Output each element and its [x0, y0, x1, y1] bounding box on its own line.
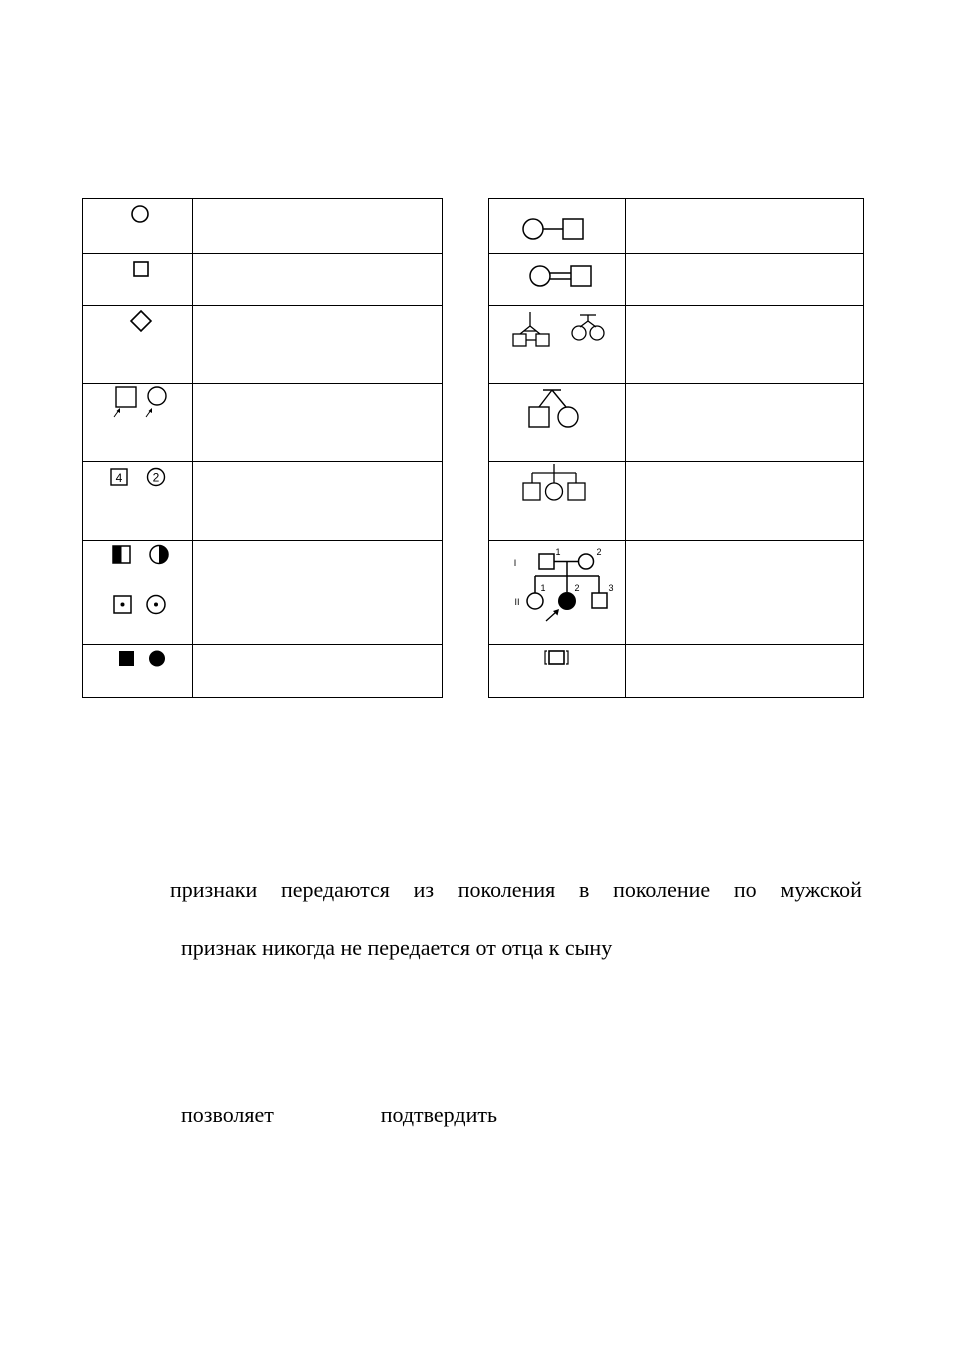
legend-symbol-cell — [489, 541, 626, 645]
generation-label: I — [513, 558, 517, 568]
marriage-line-icon — [489, 199, 625, 253]
legend-description — [626, 254, 864, 306]
legend-symbol-cell — [83, 645, 193, 698]
legend-description — [193, 541, 443, 645]
legend-description — [193, 645, 443, 698]
legend-symbol-cell — [83, 306, 193, 384]
legend-row — [83, 645, 443, 698]
legend-symbol-cell — [83, 541, 193, 645]
word: в — [578, 877, 590, 902]
siblings-icon — [489, 462, 625, 540]
adopted-bracket-icon — [489, 645, 625, 697]
legend-row — [489, 254, 864, 306]
diamond-sex-unknown-icon — [83, 306, 192, 383]
legend-description — [626, 306, 864, 384]
individual-label: 1 — [540, 583, 546, 593]
word: подтвердить — [380, 1102, 497, 1127]
legend-symbol-cell — [83, 199, 193, 254]
word: признаки — [170, 877, 258, 902]
text-line-1 — [170, 877, 862, 903]
generation-label: II — [514, 597, 520, 607]
legend-symbol-cell — [83, 462, 193, 541]
text-line-3 — [181, 1102, 497, 1128]
legend-row — [83, 384, 443, 462]
word: мужской — [780, 877, 862, 902]
legend-symbol-cell — [489, 306, 626, 384]
word: поколение — [613, 877, 711, 902]
word: по — [733, 877, 757, 902]
legend-description — [626, 199, 864, 254]
legend-description — [193, 199, 443, 254]
legend-symbol-cell — [489, 199, 626, 254]
legend-table-left — [82, 198, 443, 698]
legend-description — [193, 306, 443, 384]
legend-symbol-cell — [489, 462, 626, 541]
monozygotic-twins-icon — [489, 306, 625, 383]
square-male-icon — [83, 254, 192, 305]
legend-symbol-cell — [489, 645, 626, 698]
numbered-individuals-icon — [83, 462, 192, 540]
text-line-2: признак никогда не передается от отца к сыну — [181, 935, 613, 960]
legend-row — [83, 306, 443, 384]
legend-symbol-cell — [489, 384, 626, 462]
heterozygous-carrier-icon — [83, 541, 192, 644]
legend-row — [489, 199, 864, 254]
male-number-label: 4 — [115, 471, 123, 485]
word: из — [413, 877, 435, 902]
legend-symbol-cell — [83, 254, 193, 306]
legend-row — [489, 462, 864, 541]
legend-description — [193, 384, 443, 462]
pedigree-example-icon — [489, 541, 625, 644]
legend-row — [489, 306, 864, 384]
legend-description — [626, 541, 864, 645]
legend-description — [626, 645, 864, 698]
individual-label: 1 — [555, 547, 561, 557]
word: поколения — [457, 877, 556, 902]
legend-row — [489, 541, 864, 645]
individual-label: 3 — [608, 583, 614, 593]
circle-female-icon — [83, 199, 192, 253]
legend-symbol-cell — [83, 384, 193, 462]
dizygotic-twins-icon — [489, 384, 625, 461]
individual-label: 2 — [596, 547, 602, 557]
word: позволяет — [181, 1102, 274, 1127]
word: передаются — [280, 877, 390, 902]
legend-row — [83, 254, 443, 306]
legend-row — [489, 645, 864, 698]
consanguineous-marriage-icon — [489, 254, 625, 305]
female-number-label: 2 — [152, 470, 160, 485]
legend-symbol-cell — [489, 254, 626, 306]
legend-row — [489, 384, 864, 462]
legend-description — [193, 254, 443, 306]
legend-row — [83, 462, 443, 541]
affected-filled-icon — [83, 645, 192, 697]
legend-row — [83, 199, 443, 254]
legend-description — [193, 462, 443, 541]
legend-table-right — [488, 198, 864, 698]
legend-description — [626, 462, 864, 541]
legend-row — [83, 541, 443, 645]
individual-label: 2 — [574, 583, 580, 593]
legend-description — [626, 384, 864, 462]
proband-arrow-icon — [83, 384, 192, 461]
